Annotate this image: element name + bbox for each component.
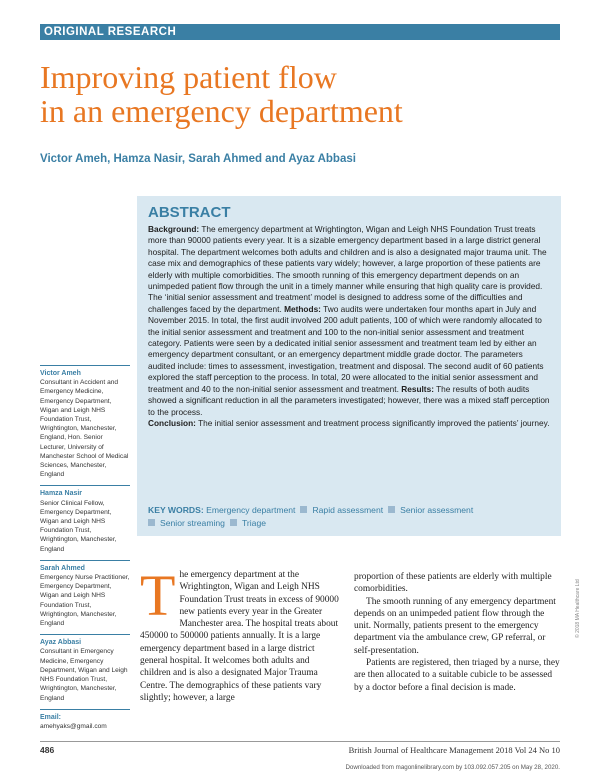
body-paragraph: proportion of these patients are elderly with multiple comorbidities. xyxy=(354,572,552,595)
abstract-results-label: Results: xyxy=(401,383,434,394)
author-affiliations xyxy=(40,365,130,737)
abstract-text xyxy=(148,224,550,429)
affiliation-name: Victor Ameh xyxy=(40,370,81,377)
affiliation-text: Consultant in Accident and Emergency Medicine, Emergency Department, Wigan and Leigh NHS Foundation Trust, Wrightington, Manchester, England, Hon. Senior Lecturer, University of Manchester School of Medical Sciences, Manchester, England xyxy=(40,379,129,479)
abstract-results: The results of both audits showed a significant reduction in all the parameters investigated; however, there was a mixed staff perception to the process. xyxy=(148,383,550,417)
journal-citation: British Journal of Healthcare Management 2018 Vol 24 No 10 xyxy=(348,745,560,755)
article-title xyxy=(40,60,560,128)
abstract-methods-label: Methods: xyxy=(284,303,321,314)
affiliation-name: Ayaz Abbasi xyxy=(40,639,82,647)
keywords-label: KEY WORDS: xyxy=(148,505,204,515)
footer-divider xyxy=(40,741,560,742)
copyright-notice: © 2018 MA Healthcare Ltd xyxy=(575,579,581,638)
abstract-conclusion: The initial senior assessment and treatment process significantly improved the patients’ journey. xyxy=(198,417,550,428)
keyword-separator xyxy=(300,506,307,513)
keyword[interactable]: Senior streaming xyxy=(160,518,225,528)
keyword-separator xyxy=(148,519,155,526)
keyword-separator xyxy=(230,519,237,526)
keyword[interactable]: Triage xyxy=(241,518,267,528)
affiliation-block xyxy=(40,365,130,479)
body-paragraph: The smooth running of any emergency department depends on an unimpeded patient flow through the unit. Normally, patients present to the emergency department via the ambulance crew, GP referral, or self-presentation. xyxy=(354,596,556,656)
keywords xyxy=(148,504,552,530)
keyword[interactable]: Rapid assessment xyxy=(312,505,384,515)
body-column-2 xyxy=(354,571,560,694)
email-label: Email: xyxy=(40,713,62,721)
affiliation-block xyxy=(40,560,130,628)
affiliation-text: Senior Clinical Fellow, Emergency Department, Wigan and Leigh NHS Foundation Trust, Wrightington, Manchester, England xyxy=(40,499,117,553)
affiliation-text: Emergency Nurse Practitioner, Emergency Department, Wigan and Leigh NHS Foundation Trust, Wrightington, Manchester, England xyxy=(40,574,130,628)
drop-cap: T xyxy=(140,563,176,628)
abstract-heading: ABSTRACT xyxy=(148,204,231,221)
keyword[interactable]: Senior assessment xyxy=(400,505,474,515)
affiliation-text: Consultant in Emergency Medicine, Emergency Department, Wigan and Leigh NHS Foundation Trust, Wrightington, Manchester, England xyxy=(40,648,128,702)
abstract-box xyxy=(137,196,561,536)
abstract-conclusion-label: Conclusion: xyxy=(148,417,196,428)
section-tag: ORIGINAL RESEARCH xyxy=(40,24,560,40)
title-line-2: in an emergency department xyxy=(40,93,403,129)
affiliation-name: Hamza Nasir xyxy=(40,490,83,498)
keyword-separator xyxy=(388,506,395,513)
title-line-1: Improving patient flow xyxy=(40,59,337,95)
author-list: Victor Ameh, Hamza Nasir, Sarah Ahmed and Ayaz Abbasi xyxy=(40,153,356,165)
abstract-background: The emergency department at Wrightington, Wigan and Leigh NHS Foundation Trust treats more than 90000 patients every year. It is a sizable emergency department based in a large district general hospital. The department welcomes both adults and children and is also a designated major trauma unit. The case mix and demographics of these patients vary widely; however, a large proportion of these patients are elderly with multiple comorbidities. The smooth running of this emergency department depends on an unimpeded patient flow through the unit in a timely manner while ensuring that high quality care is provided. The ‘initial senior assessment and treatment’ model is designed to address some of the difficulties and challenges faced by the department. xyxy=(148,224,547,314)
keyword[interactable]: Emergency department xyxy=(206,505,296,515)
body-paragraph: he emergency department at the Wrightington, Wigan and Leigh NHS Foundation Trust treats in excess of 90000 new patients every year in the Greater Manchester area. The hospital treats about 450000 to 500000 patients annually. It is a large emergency department based in a large district general hospital. It welcomes both adults and children and is also a designated Major Trauma Centre. The demographics of these patients vary slightly; however, a large xyxy=(140,570,339,703)
download-notice: Downloaded from magonlinelibrary.com by 103.092.057.205 on May 28, 2020. xyxy=(345,764,560,771)
abstract-methods: Two audits were undertaken four months apart in July and November 2015. In total, the first audit involved 200 adult patients, 100 of which were randomly allocated to the initial senior assessment and treatment and 100 to the non-initial senior assessment and treatment category. Patients were seen by a dedicated initial senior assessment and treatment team led by either an emergency department consultant, or an emergency department middle grade doctor. The parameters audited include: times to assessment, investigation, treatment and disposal. The second audit of 60 patients explored the staff perception to the process. In total, 20 were allocated to the initial senior assessment and treatment and 40 to the non-initial senior assessment and treatment. xyxy=(148,303,544,394)
abstract-background-label: Background: xyxy=(148,224,200,234)
email-block xyxy=(40,709,130,731)
body-column-1 xyxy=(140,563,342,704)
page-number: 486 xyxy=(40,745,55,755)
body-paragraph: Patients are registered, then triaged by a nurse, they are then allocated to a suitable cubicle to be assessed by a doctor before a final decision is made. xyxy=(354,658,560,693)
affiliation-block xyxy=(40,634,130,702)
affiliation-name: Sarah Ahmed xyxy=(40,564,85,572)
affiliation-block xyxy=(40,485,130,553)
email-link[interactable]: amehyaks@gmail.com xyxy=(40,722,107,730)
